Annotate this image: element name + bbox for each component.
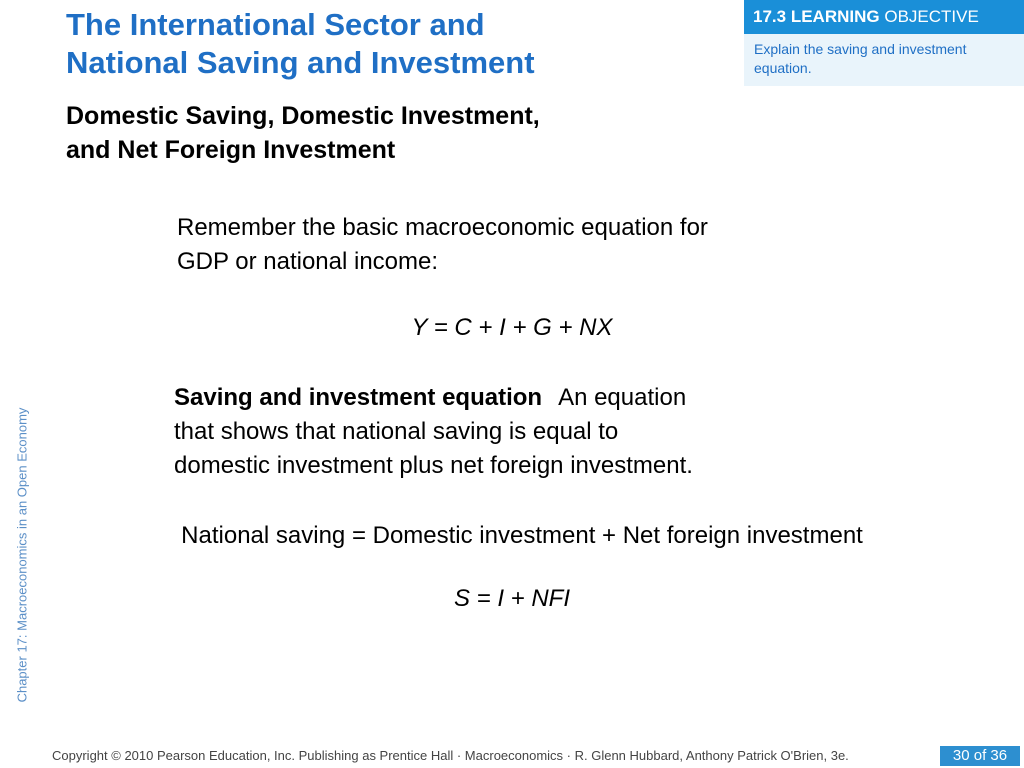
copyright-footer: Copyright © 2010 Pearson Education, Inc. Publishing as Prentice Hall · Macroeconomics · R. Glenn Hubbard, Anthony Patrick O'Brien, 3e. bbox=[52, 748, 849, 763]
short-saving-equation: S = I + NFI bbox=[453, 585, 571, 612]
objective-label-bold: LEARNING bbox=[790, 7, 880, 26]
learning-objective-text: Explain the saving and investment equation. bbox=[754, 41, 967, 76]
page-number-badge: 30 of 36 bbox=[940, 746, 1020, 766]
intro-paragraph: Remember the basic macroeconomic equation for GDP or national income: bbox=[177, 214, 708, 275]
slide-subtitle: Domestic Saving, Domestic Investment, and Net Foreign Investment bbox=[66, 102, 540, 164]
definition-paragraph bbox=[174, 381, 693, 483]
slide-title: The International Sector and National Saving and Investment bbox=[66, 7, 535, 80]
learning-objective-box bbox=[744, 0, 1024, 86]
definition-line-2: that shows that national saving is equal to bbox=[174, 418, 619, 445]
objective-number: 17.3 bbox=[753, 7, 787, 26]
learning-objective-header bbox=[744, 0, 1024, 34]
definition-term: Saving and investment equation bbox=[174, 384, 543, 411]
definition-line-3: domestic investment plus net foreign investment. bbox=[174, 452, 693, 479]
national-saving-equation: National saving = Domestic investment + Net foreign investment bbox=[181, 522, 863, 549]
objective-label-regular: OBJECTIVE bbox=[884, 7, 979, 26]
gdp-equation: Y = C + I + G + NX bbox=[411, 314, 613, 341]
definition-line-1 bbox=[174, 381, 693, 415]
chapter-side-label: Chapter 17: Macroeconomics in an Open Economy bbox=[14, 407, 30, 703]
definition-line-1-rest: An equation bbox=[558, 384, 687, 411]
